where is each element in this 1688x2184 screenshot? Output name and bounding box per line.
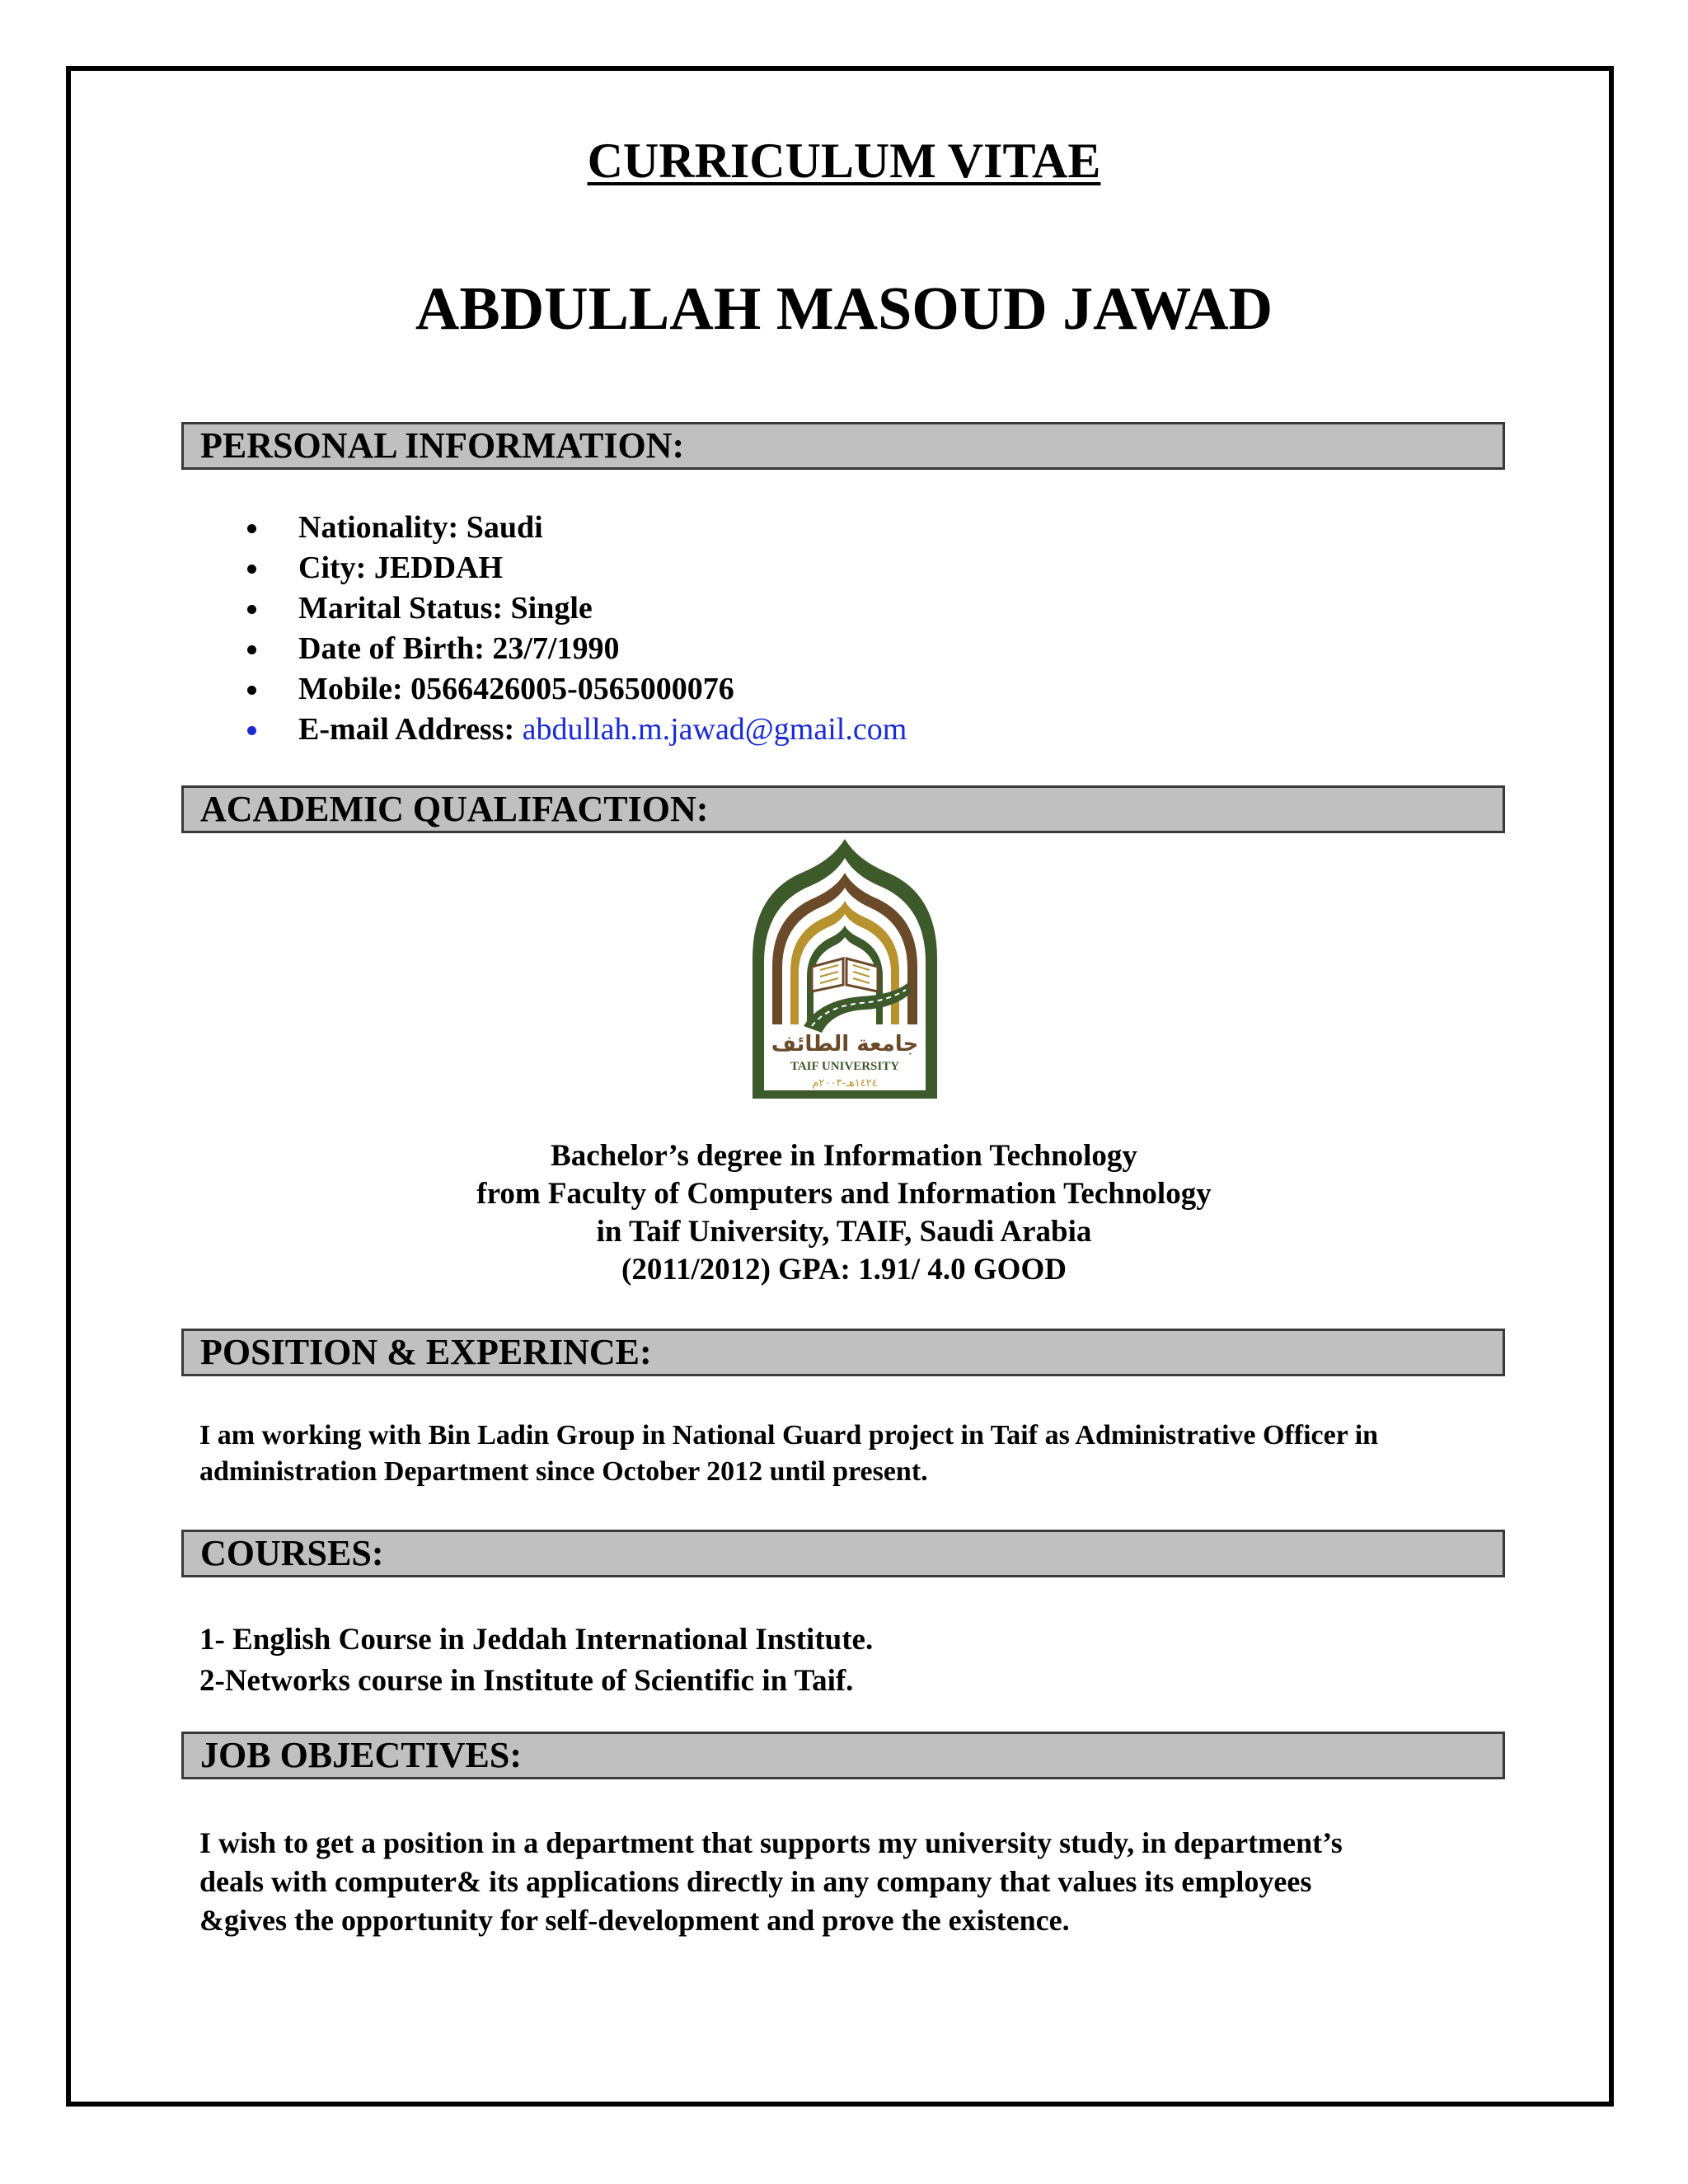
list-item-email: E-mail Address: abdullah.m.jawad@gmail.com bbox=[247, 710, 907, 750]
courses-list: 1- English Course in Jeddah International Institute. 2-Networks course in Institute of Scientific in Taif. bbox=[199, 1623, 874, 1698]
taif-university-logo bbox=[746, 835, 944, 1103]
logo-year-text: ١٤٢٤هـ-٢٠٠٣م bbox=[812, 1077, 878, 1090]
list-item-nationality: Nationality: Saudi bbox=[247, 508, 907, 548]
logo-arabic-text: جامعة الطائف bbox=[771, 1032, 919, 1057]
list-item-mobile: Mobile: 0566426005-0565000076 bbox=[247, 669, 907, 710]
logo-english-text: TAIF UNIVERSITY bbox=[790, 1060, 900, 1073]
list-item-city: City: JEDDAH bbox=[247, 548, 907, 588]
section-position-experience: POSITION & EXPERINCE: bbox=[181, 1329, 1505, 1376]
section-personal-information: PERSONAL INFORMATION: bbox=[181, 422, 1505, 470]
list-item-marital-status: Marital Status: Single bbox=[247, 588, 907, 629]
section-academic-qualification: ACADEMIC QUALIFACTION: bbox=[181, 785, 1505, 833]
candidate-name: ABDULLAH MASOUD JAWAD bbox=[415, 275, 1273, 343]
experience-text: I am working with Bin Ladin Group in National Guard project in Taif as Administrative Officer in administration Department since October 2012 until present. bbox=[199, 1420, 1379, 1487]
objectives-text: I wish to get a position in a department that supports my university study, in department’s deals with computer& its applications directly in any company that values its employees &gives the opportunity for self-development and prove the existence. bbox=[199, 1826, 1343, 1937]
email-link[interactable]: abdullah.m.jawad@gmail.com bbox=[514, 712, 907, 747]
section-job-objectives: JOB OBJECTIVES: bbox=[181, 1732, 1505, 1779]
section-courses: COURSES: bbox=[181, 1530, 1505, 1577]
degree-details: Bachelor’s degree in Information Technology from Faculty of Computers and Information Technology in Taif University, TAIF, Saudi Arabia (2011/2012) GPA: 1.91/ 4.0 GOOD bbox=[476, 1139, 1212, 1286]
personal-info-list bbox=[247, 508, 907, 750]
list-item-date-of-birth: Date of Birth: 23/7/1990 bbox=[247, 629, 907, 669]
document-title: CURRICULUM VITAE bbox=[587, 134, 1101, 188]
